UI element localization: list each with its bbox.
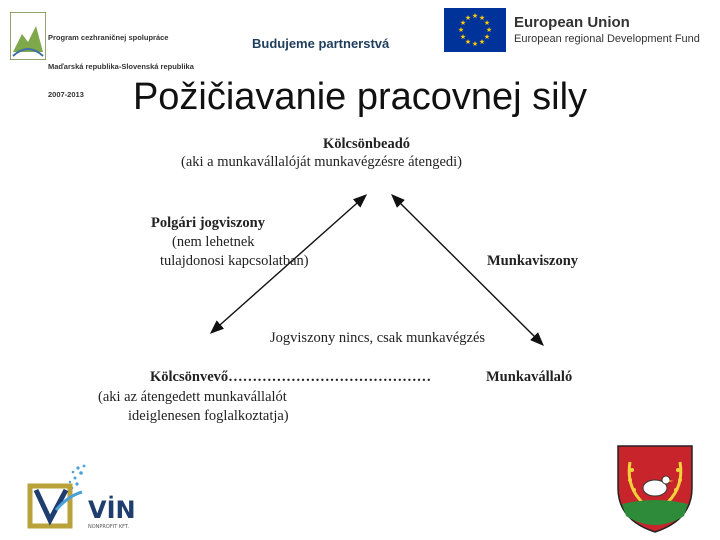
svg-text:★: ★ — [457, 26, 465, 34]
eu-subtitle: European regional Development Fund — [514, 33, 700, 45]
program-line: Maďarská republika-Slovenská republika — [48, 61, 194, 71]
svg-text:★: ★ — [478, 14, 486, 22]
svg-text:★: ★ — [485, 26, 493, 34]
svg-text:NONPROFIT KFT.: NONPROFIT KFT. — [88, 524, 129, 530]
vin-logo-icon — [26, 462, 156, 532]
lender-title: Kölcsönbeadó — [323, 136, 411, 152]
svg-text:★: ★ — [483, 19, 491, 27]
page-title: Požičiavanie pracovnej sily — [132, 76, 588, 118]
no-relation-label: Jogviszony nincs, csak munkavégzés — [270, 330, 486, 346]
lender-description: (aki a munkavállalóját munkavégzésre átengedi) — [181, 154, 463, 170]
svg-text:★: ★ — [464, 14, 472, 22]
employee-title: Munkavállaló — [486, 369, 573, 385]
program-line: Program cezhraničnej spolupráce — [48, 33, 169, 42]
civil-relation-note-2: tulajdonosi kapcsolatban) — [160, 253, 309, 269]
civil-relation-note-1: (nem lehetnek — [172, 234, 255, 250]
employment-label: Munkaviszony — [487, 253, 579, 269]
svg-text:★: ★ — [464, 38, 472, 46]
svg-text:★: ★ — [471, 12, 479, 20]
borrower-description-2: ideiglenesen foglalkoztatja) — [128, 408, 289, 424]
svg-text:★: ★ — [483, 33, 491, 41]
partnership-slogan: Budujeme partnerstvá — [252, 36, 390, 51]
civil-relation-label: Polgári jogviszony — [151, 215, 265, 231]
coat-of-arms-icon — [612, 442, 698, 534]
program-line: 2007-2013 — [48, 90, 84, 99]
svg-text:VİN: VİN — [88, 496, 136, 524]
borrower-title: Kölcsönvevő…………………………………… — [150, 369, 432, 385]
svg-text:★: ★ — [471, 40, 479, 48]
arrow-right — [393, 196, 542, 344]
svg-text:★: ★ — [459, 33, 467, 41]
svg-text:★: ★ — [459, 19, 467, 27]
borrower-description-1: (aki az átengedett munkavállalót — [98, 389, 287, 405]
eu-title: European Union — [514, 14, 630, 31]
svg-text:★: ★ — [478, 38, 486, 46]
